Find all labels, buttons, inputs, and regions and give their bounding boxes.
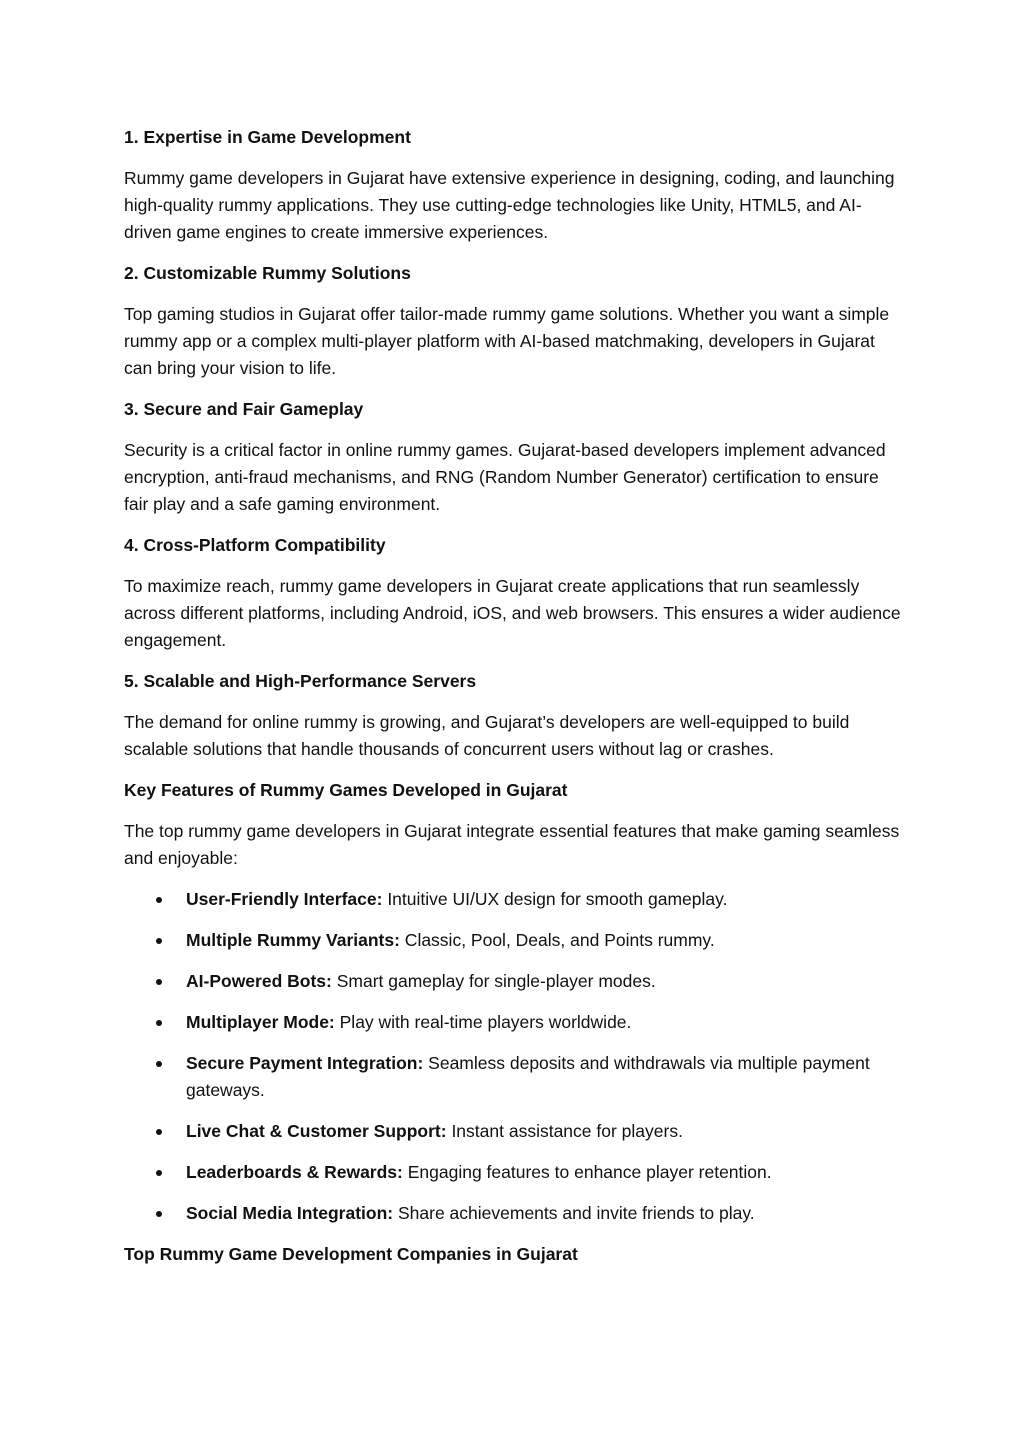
section-heading: Top Rummy Game Development Companies in Gujarat [124, 1244, 578, 1264]
feature-list [124, 886, 904, 1227]
feature-text: Seamless deposits and withdrawals via multiple payment gateways. [186, 1053, 870, 1100]
feature-text: Intuitive UI/UX design for smooth gameplay. [382, 889, 728, 909]
feature-text: Share achievements and invite friends to play. [393, 1203, 755, 1223]
feature-label: Multiple Rummy Variants: [186, 930, 400, 950]
feature-label: Secure Payment Integration: [186, 1053, 424, 1073]
feature-label: Social Media Integration: [186, 1203, 394, 1223]
list-item [124, 1159, 904, 1186]
list-item [124, 886, 904, 913]
list-item [124, 927, 904, 954]
section-heading: 5. Scalable and High-Performance Servers [124, 671, 477, 691]
section-body: To maximize reach, rummy game developers in Gujarat create applications that run seamlessly across different platforms, including Android, iOS, and web browsers. This ensures a wider audience engagement. [124, 576, 901, 650]
section-customizable [124, 260, 904, 382]
feature-label: Leaderboards & Rewards: [186, 1162, 403, 1182]
document-page [124, 124, 904, 1282]
feature-text: Engaging features to enhance player retention. [402, 1162, 772, 1182]
list-item [124, 1118, 904, 1145]
bullet-icon [156, 1170, 162, 1176]
bullet-icon [156, 938, 162, 944]
section-scalable [124, 668, 904, 763]
feature-label: Multiplayer Mode: [186, 1012, 335, 1032]
section-companies [124, 1241, 904, 1268]
section-heading: Key Features of Rummy Games Developed in Gujarat [124, 780, 568, 800]
section-body: The demand for online rummy is growing, and Gujarat’s developers are well-equipped to build scalable solutions that handle thousands of concurrent users without lag or crashes. [124, 712, 850, 759]
bullet-icon [156, 1061, 162, 1067]
list-item [124, 1200, 904, 1227]
bullet-icon [156, 1211, 162, 1217]
bullet-icon [156, 1020, 162, 1026]
section-key-features [124, 777, 904, 1227]
section-heading: 1. Expertise in Game Development [124, 127, 411, 147]
feature-label: User-Friendly Interface: [186, 889, 383, 909]
section-expertise [124, 124, 904, 246]
feature-text: Instant assistance for players. [446, 1121, 683, 1141]
feature-label: Live Chat & Customer Support: [186, 1121, 447, 1141]
section-secure [124, 396, 904, 518]
feature-label: AI-Powered Bots: [186, 971, 332, 991]
section-heading: 3. Secure and Fair Gameplay [124, 399, 364, 419]
section-body: Security is a critical factor in online rummy games. Gujarat-based developers implement advanced encryption, anti-fraud mechanisms, and RNG (Random Number Generator) certification to ensure fair play and a safe gaming environment. [124, 440, 886, 514]
feature-text: Smart gameplay for single-player modes. [331, 971, 656, 991]
section-heading: 4. Cross-Platform Compatibility [124, 535, 386, 555]
section-body: The top rummy game developers in Gujarat integrate essential features that make gaming seamless and enjoyable: [124, 821, 900, 868]
section-body: Top gaming studios in Gujarat offer tailor-made rummy game solutions. Whether you want a simple rummy app or a complex multi-player platform with AI-based matchmaking, developers in Gujarat can bring your vision to life. [124, 304, 890, 378]
section-heading: 2. Customizable Rummy Solutions [124, 263, 411, 283]
feature-text: Play with real-time players worldwide. [334, 1012, 632, 1032]
bullet-icon [156, 897, 162, 903]
feature-text: Classic, Pool, Deals, and Points rummy. [399, 930, 715, 950]
bullet-icon [156, 1129, 162, 1135]
bullet-icon [156, 979, 162, 985]
list-item [124, 1050, 904, 1104]
list-item [124, 1009, 904, 1036]
section-cross-platform [124, 532, 904, 654]
section-body: Rummy game developers in Gujarat have extensive experience in designing, coding, and launching high-quality rummy applications. They use cutting-edge technologies like Unity, HTML5, and AI-driven game engines to create immersive experiences. [124, 168, 895, 242]
list-item [124, 968, 904, 995]
